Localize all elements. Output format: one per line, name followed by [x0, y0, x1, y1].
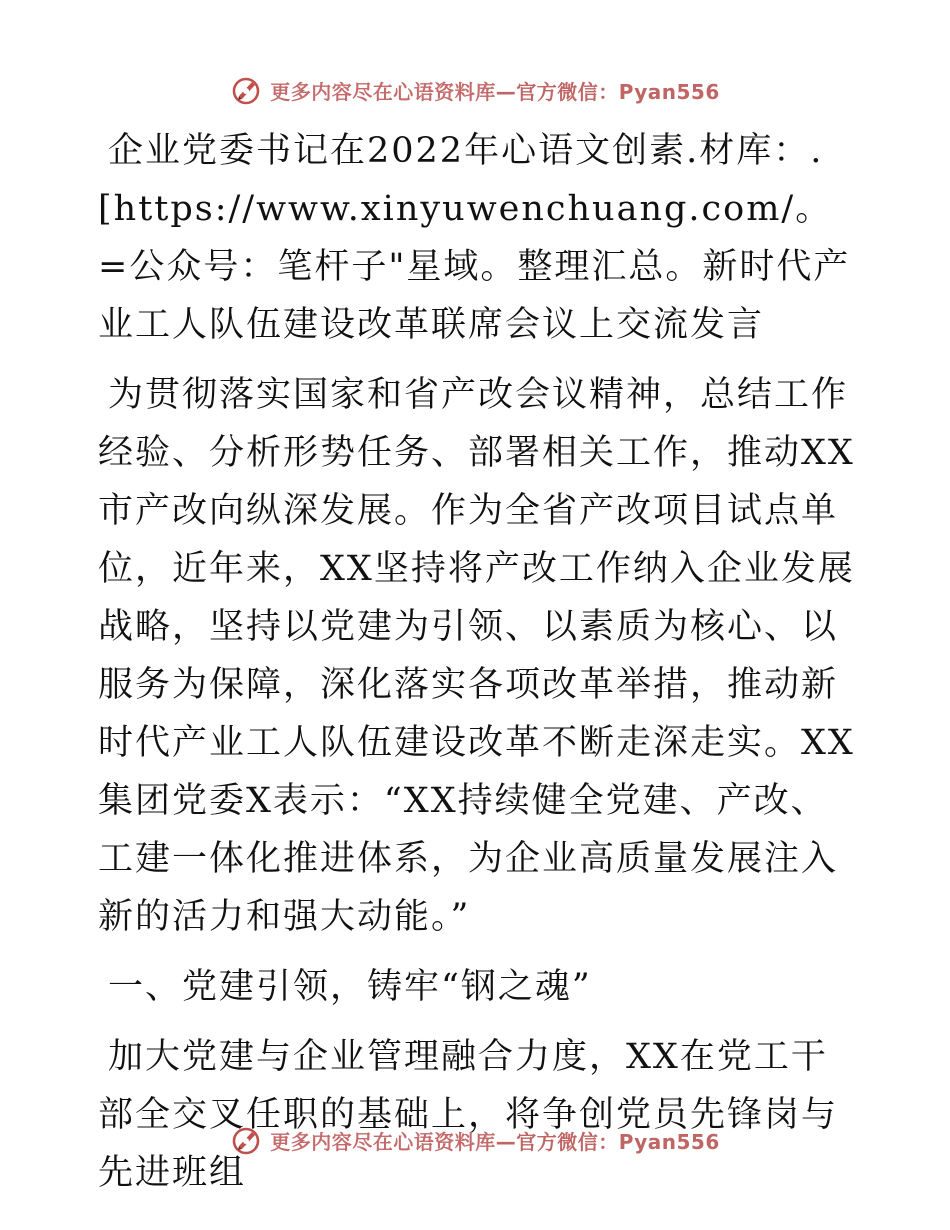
section-heading-1: 一、党建引领，铸牢“钢之魂”	[108, 967, 592, 1007]
watermark-text	[270, 76, 720, 105]
watermark-lead-text: 更多内容尽在心语资料库	[270, 79, 496, 104]
watermark-contact-text: —官方微信：Pyan556	[495, 1129, 720, 1154]
pen-on-globe-logo-icon	[230, 74, 262, 106]
document-body	[98, 122, 858, 1214]
footer-watermark-banner	[0, 1122, 950, 1158]
paragraph-intro: 为贯彻落实国家和省产改会议精神，总结工作经验、分析形势任务、部署相关工作，推动XX市产改向纵深发展。作为全省产改项目试点单位，近年来，XX坚持将产改工作纳入企业发展战略，坚持以党建为引领、以素质为核心、以服务为保障，深化落实各项改革举措，推动新时代产业工人队伍建设改革不断走深走实。XX集团党委X表示：“XX持续健全党建、产改、工建一体化推进体系，为企业高质量发展注入新的活力和强大动能。”	[98, 375, 855, 937]
watermark-contact-text: —官方微信：Pyan556	[495, 79, 720, 104]
watermark-lead-text: 更多内容尽在心语资料库	[270, 1129, 496, 1154]
header-watermark-banner	[0, 72, 950, 108]
watermark-text	[270, 1126, 720, 1155]
pen-on-globe-logo-icon	[230, 1124, 262, 1156]
paragraph-section-1: 加大党建与企业管理融合力度，XX在党工干部全交叉任职的基础上，将争创党员先锋岗与先进班组	[98, 1037, 839, 1193]
document-title: 企业党委书记在2022年心语文创素.材库：. [https://www.xinyuwenchuang.com/。=公众号：笔杆子"星域。整理汇总。新时代产业工人队伍建设改革联席会议上交流发言	[98, 131, 851, 345]
